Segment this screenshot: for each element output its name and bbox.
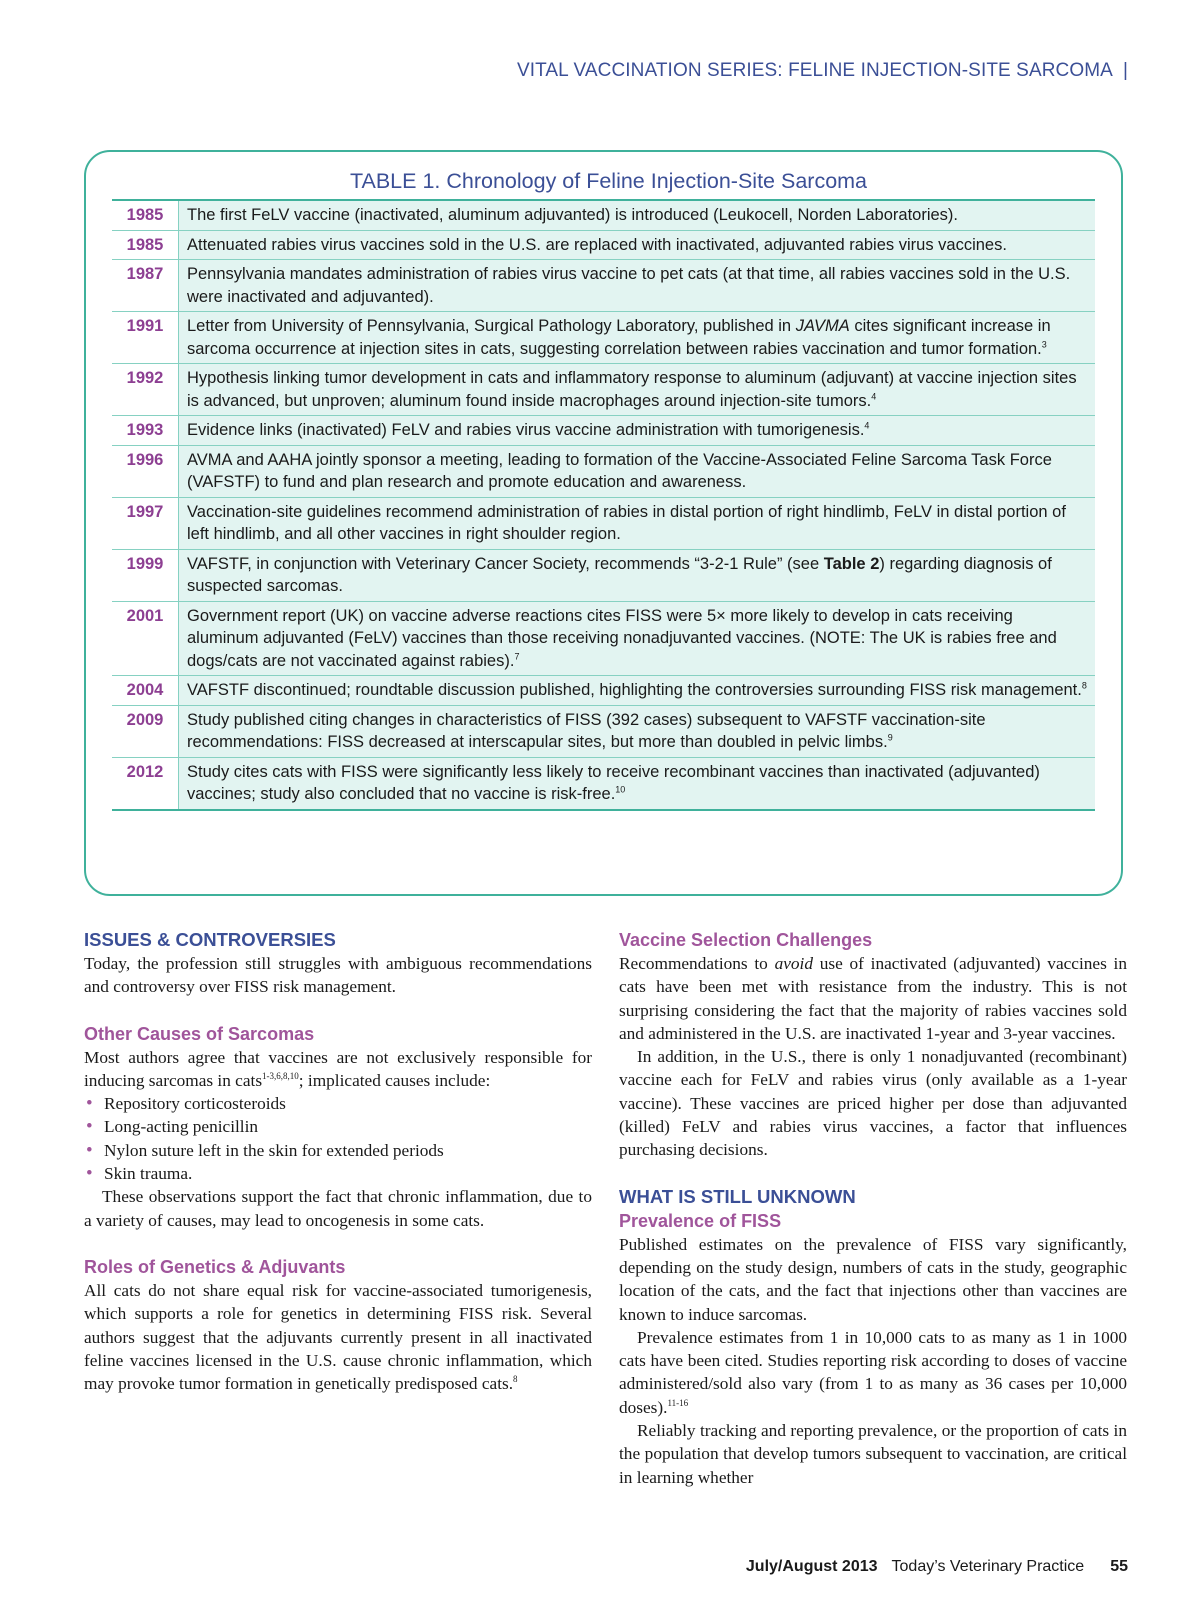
paragraph-text: use of inactivated (adjuvanted) vaccines in cats have been met with resistance from the industry. This is not surprising considering the fact that the majority of rabies vaccines sold and administered in the U.S. are inactivated 1-year and 3-year vaccines.	[619, 954, 1127, 1043]
table-event	[179, 676, 1096, 706]
issues-heading: ISSUES & CONTROVERSIES	[84, 929, 336, 950]
table-row	[112, 230, 1095, 260]
table-event	[179, 757, 1096, 810]
event-text: Hypothesis linking tumor development in cats and inflammatory response to aluminum (adjuvant) at vaccine injection sites is advanced, but unproven; aluminum found inside macrophages around injection-site tumors.	[187, 369, 1077, 410]
reference-marker: 10	[615, 784, 626, 795]
table-row	[112, 364, 1095, 416]
paragraph-text: Prevalence estimates from 1 in 10,000 cats to as many as 1 in 1000 cats have been cited. Studies reporting risk according to doses of vaccine administered/sold also vary (from 1 to as many as 36 cases per 10,000 doses).	[619, 1327, 1127, 1417]
table-year: 2012	[112, 757, 179, 810]
journal-name: JAVMA	[795, 317, 850, 335]
table-event: The first FeLV vaccine (inactivated, aluminum adjuvanted) is introduced (Leukocell, Norden Laboratories).	[179, 200, 1096, 230]
selection-paragraph-2: In addition, in the U.S., there is only 1 nonadjuvanted (recombinant) vaccine each for FeLV and rabies virus (only available as a 1-year vaccine). These vaccines are priced higher per dose than adjuvanted (killed) FeLV and rabies virus vaccines, a factor that influences purchasing decisions.	[619, 1047, 1127, 1160]
issues-paragraph: Today, the profession still struggles with ambiguous recommendations and controversy over FISS risk management.	[84, 954, 592, 997]
table-row	[112, 445, 1095, 497]
observations-paragraph: These observations support the fact that chronic inflammation, due to a variety of causes, may lead to oncogenesis in some cats.	[84, 1187, 592, 1230]
table-event	[179, 705, 1096, 757]
table-year: 2004	[112, 676, 179, 706]
event-text: Study cites cats with FISS were significantly less likely to receive recombinant vaccines than inactivated (adjuvanted) vaccines; study also concluded that no vaccine is risk-free.	[187, 762, 1040, 803]
list-item	[84, 1115, 592, 1138]
event-text: Evidence links (inactivated) FeLV and rabies virus vaccine administration with tumorigenesis.	[187, 421, 865, 439]
table-year: 1987	[112, 260, 179, 312]
table-event	[179, 364, 1096, 416]
table-row	[112, 601, 1095, 676]
list-item	[84, 1139, 592, 1162]
selection-paragraph	[619, 952, 1127, 1045]
running-title: VITAL VACCINATION SERIES: FELINE INJECTION-SITE SARCOMA	[516, 60, 1113, 81]
event-text: VAFSTF, in conjunction with Veterinary Cancer Society, recommends “3-2-1 Rule” (see	[187, 554, 824, 573]
list-item	[84, 1162, 592, 1185]
reference-marker: 7	[514, 651, 520, 661]
unknown-heading: WHAT IS STILL UNKNOWN	[619, 1185, 856, 1207]
table-event	[179, 601, 1096, 676]
chronology-table	[112, 199, 1095, 811]
reference-marker: 9	[887, 732, 893, 743]
page-number: 55	[1110, 1558, 1128, 1575]
list-item-text: Nylon suture left in the skin for extended periods	[104, 1140, 444, 1160]
running-head	[517, 60, 1128, 82]
page-footer	[746, 1558, 1128, 1576]
issue-date: July/August 2013	[745, 1558, 878, 1575]
table-event: Attenuated rabies virus vaccines sold in the U.S. are replaced with inactivated, adjuvanted rabies virus vaccines.	[179, 230, 1096, 260]
table-row	[112, 200, 1095, 230]
event-text: VAFSTF discontinued; roundtable discussion published, highlighting the controversies surrounding FISS risk management.	[187, 681, 1082, 699]
selection-heading: Vaccine Selection Challenges	[619, 930, 873, 950]
bullet-icon: •	[86, 1093, 93, 1115]
table-row	[112, 676, 1095, 706]
table-year: 1993	[112, 416, 179, 446]
table-year: 1999	[112, 549, 179, 601]
prevalence-heading: Prevalence of FISS	[619, 1210, 782, 1231]
table-year: 2009	[112, 705, 179, 757]
list-item	[84, 1092, 592, 1115]
emphasis-text: avoid	[774, 954, 813, 973]
table-row	[112, 260, 1095, 312]
reference-marker: 3	[1041, 339, 1047, 349]
other-causes-heading: Other Causes of Sarcomas	[84, 1023, 315, 1044]
paragraph-text: Recommendations to	[619, 954, 775, 973]
prevalence-paragraph-1: Published estimates on the prevalence of FISS vary significantly, depending on the study design, numbers of cats in the study, geographic location of the cats, and the fact that injections other than vaccines are known to induce sarcomas.	[619, 1234, 1127, 1324]
genetics-heading: Roles of Genetics & Adjuvants	[84, 1256, 346, 1277]
prevalence-paragraph-3: Reliably tracking and reporting prevalence, or the proportion of cats in the population that develop tumors subsequent to vaccination, are critical in learning whether	[619, 1421, 1127, 1487]
table-event: AVMA and AAHA jointly sponsor a meeting, leading to formation of the Vaccine-Associated Feline Sarcoma Task Force (VAFSTF) to fund and plan research and promote education and awareness.	[179, 445, 1096, 497]
table-year: 1992	[112, 364, 179, 416]
table-row	[112, 757, 1095, 810]
bullet-icon: •	[86, 1139, 93, 1161]
table-year: 1997	[112, 497, 179, 549]
table-event	[179, 416, 1096, 446]
table-row	[112, 416, 1095, 446]
table-year: 2001	[112, 601, 179, 676]
event-text: ) regarding diagnosis of suspected sarcomas.	[187, 554, 1052, 595]
reference-marker: 8	[1081, 680, 1087, 691]
table-event	[179, 549, 1096, 601]
paragraph-text: All cats do not share equal risk for vaccine-associated tumorigenesis, which supports a role for genetics in determining FISS risk. Several authors suggest that the adjuvants currently present in all inactivated feline vaccines licensed in the U.S. cause chronic inflammation, which may provoke tumor formation in genetically predisposed cats.	[84, 1280, 592, 1394]
table-event: Vaccination-site guidelines recommend administration of rabies in distal portion of right hindlimb, FeLV in distal portion of left hindlimb, and all other vaccines in right shoulder region.	[179, 497, 1096, 549]
running-head-separator: |	[1122, 60, 1128, 81]
event-text: Letter from University of Pennsylvania, Surgical Pathology Laboratory, published in	[187, 317, 796, 335]
reference-marker: 11-16	[667, 1397, 689, 1408]
reference-marker: 1-3,6,8,10	[262, 1071, 299, 1082]
paragraph-text: ; implicated causes include:	[298, 1070, 491, 1090]
causes-list	[84, 1092, 592, 1185]
bullet-icon: •	[86, 1116, 93, 1138]
table-row	[112, 497, 1095, 549]
event-text: Government report (UK) on vaccine adverse reactions cites FISS were 5× more likely to develop in cats receiving aluminum adjuvanted (FeLV) vaccines than those receiving nonadjuvanted vaccines. (NOTE: The UK is rabies free and dogs/cats are not vaccinated against rabies).	[187, 606, 1057, 670]
prevalence-paragraph-2	[619, 1326, 1127, 1419]
table-title: TABLE 1. Chronology of Feline Injection-Site Sarcoma	[349, 169, 868, 193]
event-text: Study published citing changes in characteristics of FISS (392 cases) subsequent to VAFSTF vaccination-site recommendations: FISS decreased at interscapular sites, but more than doubled in pelvic limbs.	[187, 710, 986, 751]
table-event: Pennsylvania mandates administration of rabies virus vaccine to pet cats (at that time, all rabies vaccines sold in the U.S. were inactivated and adjuvanted).	[179, 260, 1096, 312]
reference-marker: 8	[513, 1374, 518, 1385]
reference-marker: 4	[864, 420, 870, 431]
table-row	[112, 549, 1095, 601]
other-causes-paragraph	[84, 1046, 592, 1093]
table-year: 1991	[112, 312, 179, 364]
table-year: 1985	[112, 230, 179, 260]
table-reference: Table 2	[823, 554, 880, 573]
list-item-text: Skin trauma.	[104, 1164, 193, 1184]
table-row	[112, 312, 1095, 364]
table-row	[112, 705, 1095, 757]
chronology-table-box	[84, 150, 1123, 896]
bullet-icon: •	[86, 1163, 93, 1185]
list-item-text: Repository corticosteroids	[104, 1094, 286, 1114]
table-year: 1985	[112, 200, 179, 230]
paragraph-text: Most authors agree that vaccines are not exclusively responsible for inducing sarcomas in cats	[84, 1047, 592, 1090]
genetics-paragraph	[84, 1279, 592, 1395]
right-column	[619, 928, 1127, 1489]
reference-marker: 4	[871, 391, 877, 401]
table-year: 1996	[112, 445, 179, 497]
table-event	[179, 312, 1096, 364]
event-text: cites significant increase in sarcoma occurrence at injection sites in cats, suggesting correlation between rabies vaccination and tumor formation.	[187, 317, 1051, 358]
list-item-text: Long-acting penicillin	[104, 1117, 259, 1137]
journal-name: Today’s Veterinary Practice	[891, 1558, 1085, 1575]
left-column	[84, 928, 592, 1395]
